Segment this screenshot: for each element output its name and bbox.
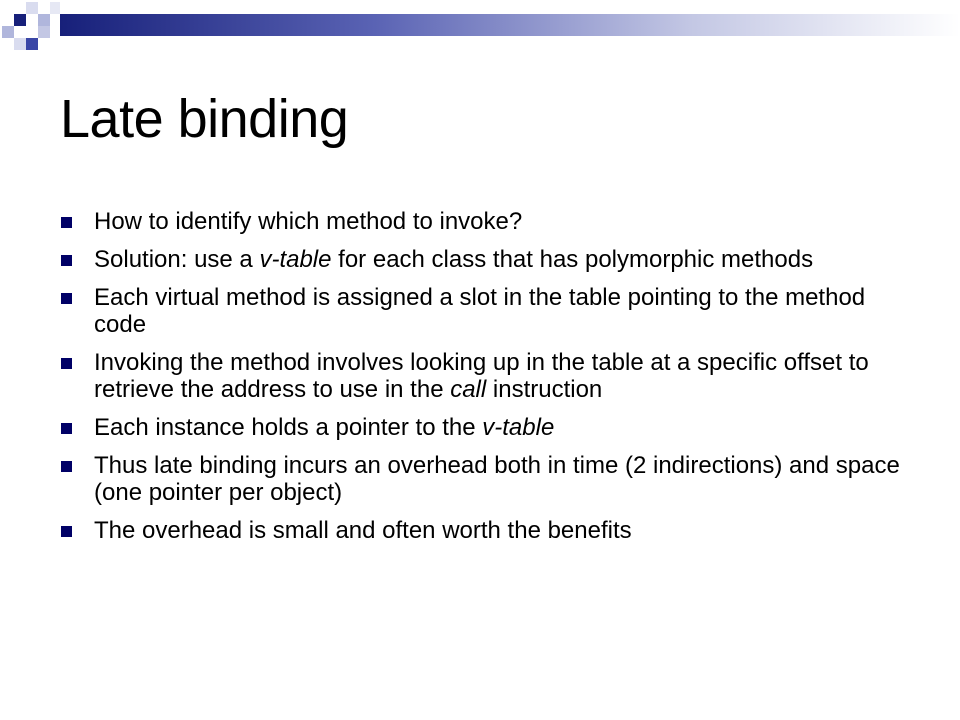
text-segment: for each class that has polymorphic methods [331,246,814,273]
deco-square-pale [14,38,26,50]
square-bullet-icon [61,217,72,228]
deco-square-light [38,14,50,26]
header-decoration [0,0,960,60]
text-segment: Each virtual method is assigned a slot in the table pointing to the method code [94,284,866,338]
square-bullet-icon [61,293,72,304]
deco-square-pale [26,2,38,14]
bullet-text [94,349,869,403]
slide-title: Late binding [60,89,349,149]
text-segment: instruction [486,376,603,403]
deco-square-light [2,26,14,38]
bullet-text [94,208,522,235]
text-segment-italic: v-table [259,246,332,273]
bullet-text [94,517,632,544]
text-segment: Solution: use a [94,246,260,273]
text-segment-italic: call [450,376,487,403]
text-segment: How to identify which method to invoke? [94,208,523,235]
bullet-item [60,414,920,441]
bullet-item [60,517,920,544]
square-bullet-icon [61,526,72,537]
square-bullet-icon [61,358,72,369]
text-segment: The overhead is small and often worth the benefits [94,517,632,544]
bullet-text [94,414,554,441]
deco-square-pale [50,2,60,14]
bullet-text [94,452,900,506]
deco-square-light [38,26,50,38]
text-segment: Each instance holds a pointer to the [94,414,483,441]
bullet-item [60,349,920,403]
deco-square-dark [14,14,26,26]
square-bullet-icon [61,255,72,266]
text-segment-italic: v-table [482,414,555,441]
bullet-text [94,246,813,273]
bullet-item [60,208,920,235]
bullet-item [60,246,920,273]
square-bullet-icon [61,423,72,434]
header-gradient-band [60,14,960,36]
bullet-item [60,284,920,338]
text-segment: Invoking the method involves looking up in the table at a specific offset to retrieve the address to use in the [94,349,869,403]
bullet-list [60,208,920,555]
text-segment: Thus late binding incurs an overhead both in time (2 indirections) and space (one pointer per object) [94,452,900,506]
bullet-item [60,452,920,506]
square-bullet-icon [61,461,72,472]
bullet-text [94,284,865,338]
deco-square-mid [26,38,38,50]
